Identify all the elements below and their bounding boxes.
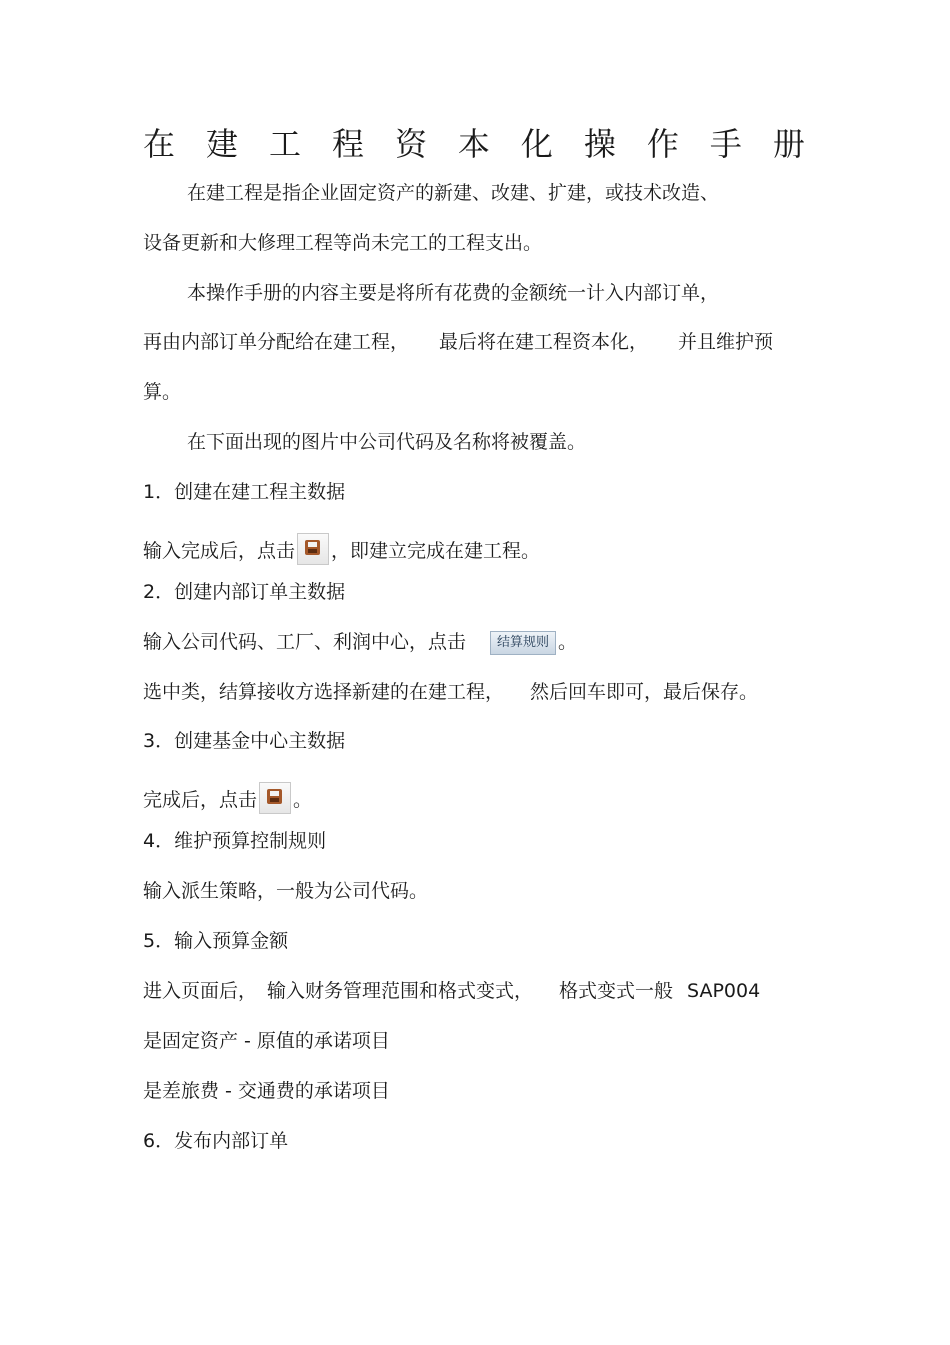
text-fragment: 最后将在建工程资本化， (439, 331, 649, 353)
text-fragment: 输入公司代码、工厂、利润中心，点击 (143, 631, 467, 653)
section-text: 是固定资产 - 原值的承诺项目 (143, 1030, 390, 1052)
section-heading: 4．维护预算控制规则 (143, 830, 327, 852)
text-fragment: 。 (293, 789, 313, 811)
scope-paragraph-line: 算。 (143, 381, 182, 403)
text-fragment: 并且维护预 (678, 331, 774, 353)
text-fragment: 再由内部订单分配给在建工程， (143, 331, 410, 353)
intro-paragraph-line: 设备更新和大修理工程等尚未完工的工程支出。 (143, 232, 543, 254)
text-fragment: 完成后，点击 (143, 789, 258, 811)
section-text (143, 782, 312, 814)
section-text: 是差旅费 - 交通费的承诺项目 (143, 1080, 390, 1102)
section-text (143, 628, 577, 656)
text-fragment: 格式变式一般 (559, 980, 674, 1002)
title-char: 手 (709, 125, 742, 163)
save-icon[interactable] (259, 782, 291, 814)
title-char: 化 (520, 125, 553, 163)
section-heading: 1．创建在建工程主数据 (143, 481, 346, 503)
title-char: 作 (646, 125, 679, 163)
text-fragment: 进入页面后， (143, 980, 258, 1002)
section-text (143, 678, 758, 706)
save-icon[interactable] (297, 533, 329, 565)
text-fragment: 输入完成后，点击 (143, 540, 296, 562)
format-variant-code: SAP004 (687, 980, 761, 1002)
title-char: 工 (268, 125, 301, 163)
scope-paragraph-line: 本操作手册的内容主要是将所有花费的金额统一计入内部订单， (187, 282, 720, 304)
text-fragment: 输入财务管理范围和格式变式， (267, 980, 534, 1002)
section-text (143, 533, 540, 565)
title-char: 在 (143, 125, 176, 163)
section-text: 输入派生策略，一般为公司代码。 (143, 880, 429, 902)
title-char: 本 (457, 125, 490, 163)
note-paragraph: 在下面出现的图片中公司代码及名称将被覆盖。 (187, 431, 587, 453)
text-fragment: 选中类，结算接收方选择新建的在建工程， (143, 681, 505, 703)
title-char: 册 (772, 125, 805, 163)
section-heading: 6．发布内部订单 (143, 1130, 289, 1152)
intro-paragraph-line: 在建工程是指企业固定资产的新建、改建、扩建，或技术改造、 (187, 182, 720, 204)
title-char: 资 (394, 125, 427, 163)
title-char: 建 (205, 125, 238, 163)
section-heading: 2．创建内部订单主数据 (143, 581, 346, 603)
text-fragment: 。 (558, 631, 578, 653)
section-heading: 5．输入预算金额 (143, 930, 289, 952)
section-text (143, 977, 760, 1005)
document-title (143, 121, 805, 167)
settlement-rule-button[interactable]: 结算规则 (490, 631, 556, 655)
title-char: 程 (331, 125, 364, 163)
text-fragment: ，即建立完成在建工程。 (331, 540, 541, 562)
title-char: 操 (583, 125, 616, 163)
scope-paragraph-line (143, 328, 773, 356)
section-heading: 3．创建基金中心主数据 (143, 730, 346, 752)
text-fragment: 然后回车即可，最后保存。 (530, 681, 759, 703)
